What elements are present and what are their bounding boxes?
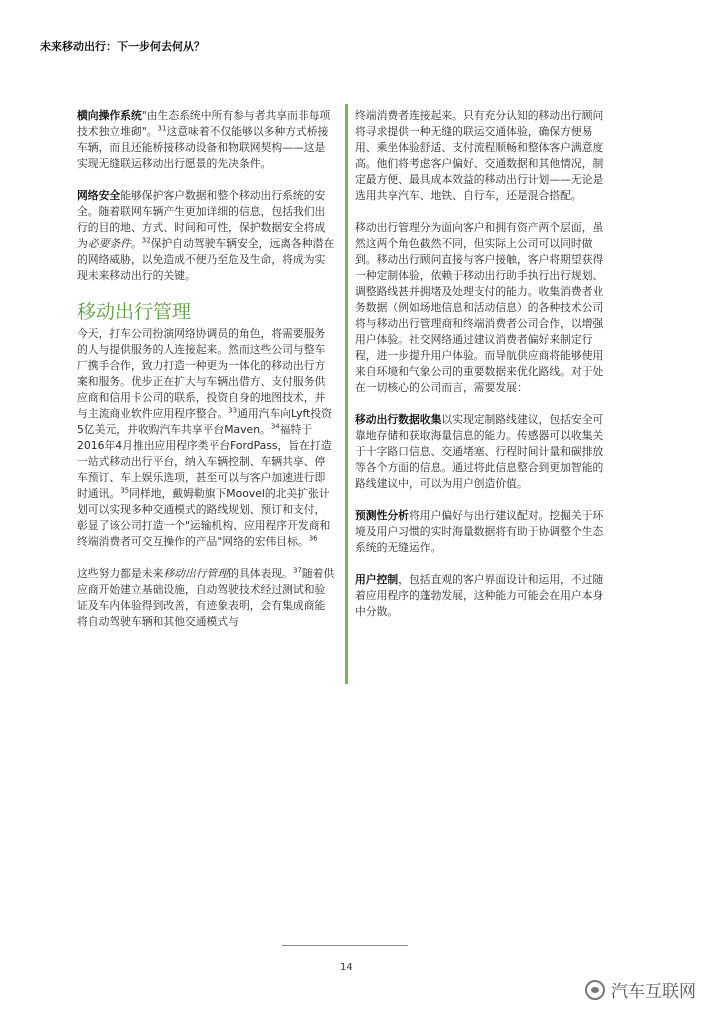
footnote-ref: 34	[270, 422, 280, 431]
paragraph-text: 今天，打车公司扮演网络协调员的角色，将需要服务的人与提供服务的人连接起来。然而这些公司与整车厂携手合作，致力打造一种更为一体化的移动出行方案和服务。优步正在扩大与车辆出借方、支付服务供应商和信用卡公司的联系，投资自身的地图技术，并与主流商业软件应用程序整合。	[77, 327, 326, 420]
left-column	[77, 108, 335, 646]
running-header: 未来移动出行：下一步何去何从？	[40, 40, 205, 53]
lead-term: 用户控制	[355, 573, 399, 586]
paragraph-horizontal-os	[77, 108, 335, 172]
wechat-icon	[585, 980, 605, 1000]
paragraph-predictive-analytics	[355, 508, 605, 556]
paragraph-text: 随着供应商开始建立基础设施，自动驾驶技术经过测试和验证及车内体验得到改善，有迹象表明，会有集成商能将自动驾驶车辆和其他交通模式与	[77, 567, 335, 628]
lead-term: 预测性分析	[355, 509, 409, 522]
paragraph-text: 。	[130, 237, 142, 250]
footnote-ref: 35	[120, 486, 130, 495]
footnote-ref: 36	[308, 534, 318, 543]
paragraph-user-control	[355, 572, 605, 620]
paragraph-advisors: 终端消费者连接起来。只有充分认知的移动出行顾问将寻求提供一种无缝的联运交通体验，确保方便易用、乘坐体验舒适、支付流程顺畅和整体客户满意度高。他们将考虑客户偏好、交通数据和其他情况，制定最方便、最具成本效益的移动出行计划——无论是选用共享汽车、地铁、自行车，还是混合搭配。	[355, 109, 604, 202]
lead-term: 移动出行数据收集	[355, 413, 442, 426]
watermark	[585, 977, 696, 1002]
paragraph-ride-hailing	[77, 326, 335, 550]
emphasis-text: 移动出行管理	[163, 567, 229, 580]
paragraph-text: 以实现定制路线建议，包括安全可靠地存储和获取海量信息的能力。传感器可以收集关于十字路口信息、交通堵塞、行程时间计量和碳排放等各个方面的信息。通过将此信息整合到更加智能的路线建议中，可以为用户创造价值。	[355, 413, 604, 490]
section-title: 移动出行管理	[77, 301, 192, 323]
paragraph-data-collection	[355, 412, 605, 492]
paragraph-text: 能够保护客户数据和整个移动出行系统的安全。随着联网车辆产生更加详细的信息，包括我们出行的目的地、方式、时间和可性，保护数据安全将成为	[77, 189, 326, 250]
right-column	[355, 108, 605, 636]
footnote-ref: 31	[157, 124, 167, 133]
paragraph-text: 的具体表现。	[228, 567, 293, 580]
lead-term: 横向操作系统	[77, 109, 142, 122]
paragraph-text: 这意味着不仅能够以多种方式桥接车辆，而且还能桥接移动设备和物联网契构——这是实现无缝联运移动出行愿景的先决条件。	[77, 125, 329, 170]
watermark-text: 汽车互联网	[611, 982, 696, 1002]
emphasis-text: 必要条件	[87, 237, 131, 250]
paragraph-cybersecurity	[77, 188, 335, 284]
page-number: 14	[340, 962, 353, 973]
paragraph-text: ，包括直观的客户界面设计和运用，不过随着应用程序的蓬勃发展，这种能力可能会在用户本身中分散。	[355, 573, 604, 618]
paragraph-layers: 移动出行管理分为面向客户和拥有资产两个层面，虽然这两个角色截然不同，但实际上公司可以同时做到。移动出行顾问直接与客户接触，客户将期望获得一种定制体验，依赖于移动出行助手执行出行规划、调整路线甚并拥堵及处理支付的能力。收集消费者业务数据（例如场地信息和活动信息）的各种技术公司将与移动出行管理商和终端消费者公司合作，以增强用户体验。社交网络通过建议消费者偏好来制定行程，进一步提升用户体验。而导航供应商将能够使用来自环境和气象公司的重要数据来优化路线。对于处在一切核心的公司而言，需要发展：	[355, 221, 604, 394]
footnote-ref: 33	[228, 406, 238, 415]
paragraph-text: "由生态系统中所有参与者共享而非每项技术独立堆砌"。	[77, 109, 331, 138]
paragraph-text: 福特于2016年4月推出应用程序类平台FordPass，旨在打造一站式移动出行平台，纳入车辆控制、车辆共享、停车预订、车上娱乐选项，甚至可以与客户加速进行即时通讯。	[77, 423, 332, 500]
paragraph-mobility-management	[77, 566, 335, 630]
paragraph-text: 保护自动驾驶车辆安全，远离各种潜在的网络威胁，以免造成不便乃至危及生命，将成为实现未来移动出行的关键。	[77, 237, 335, 282]
paragraph-text: 同样地，戴姆勒旗下Moovel的北美扩张计划可以实现多种交通模式的路线规划、预订和支付，彰显了该公司打造一个"运输机构、应用程序开发商和终端消费者可交互操作的产品"网络的宏伟目标。	[77, 487, 331, 548]
footer-rule	[282, 945, 408, 946]
footnote-ref: 32	[141, 236, 151, 245]
lead-term: 网络安全	[77, 189, 121, 202]
paragraph-text: 这些努力都是未来	[77, 567, 164, 580]
paragraph-text: 将用户偏好与出行建议配对。挖掘关于环境及用户习惯的实时海量数据将有助于协调整个生态系统的无缝运作。	[355, 509, 604, 554]
paragraph-text: 通用汽车向Lyft投资5亿美元，并收购汽车共享平台Maven。	[77, 407, 332, 436]
column-divider-bar	[345, 104, 348, 684]
footnote-ref: 37	[292, 566, 302, 575]
